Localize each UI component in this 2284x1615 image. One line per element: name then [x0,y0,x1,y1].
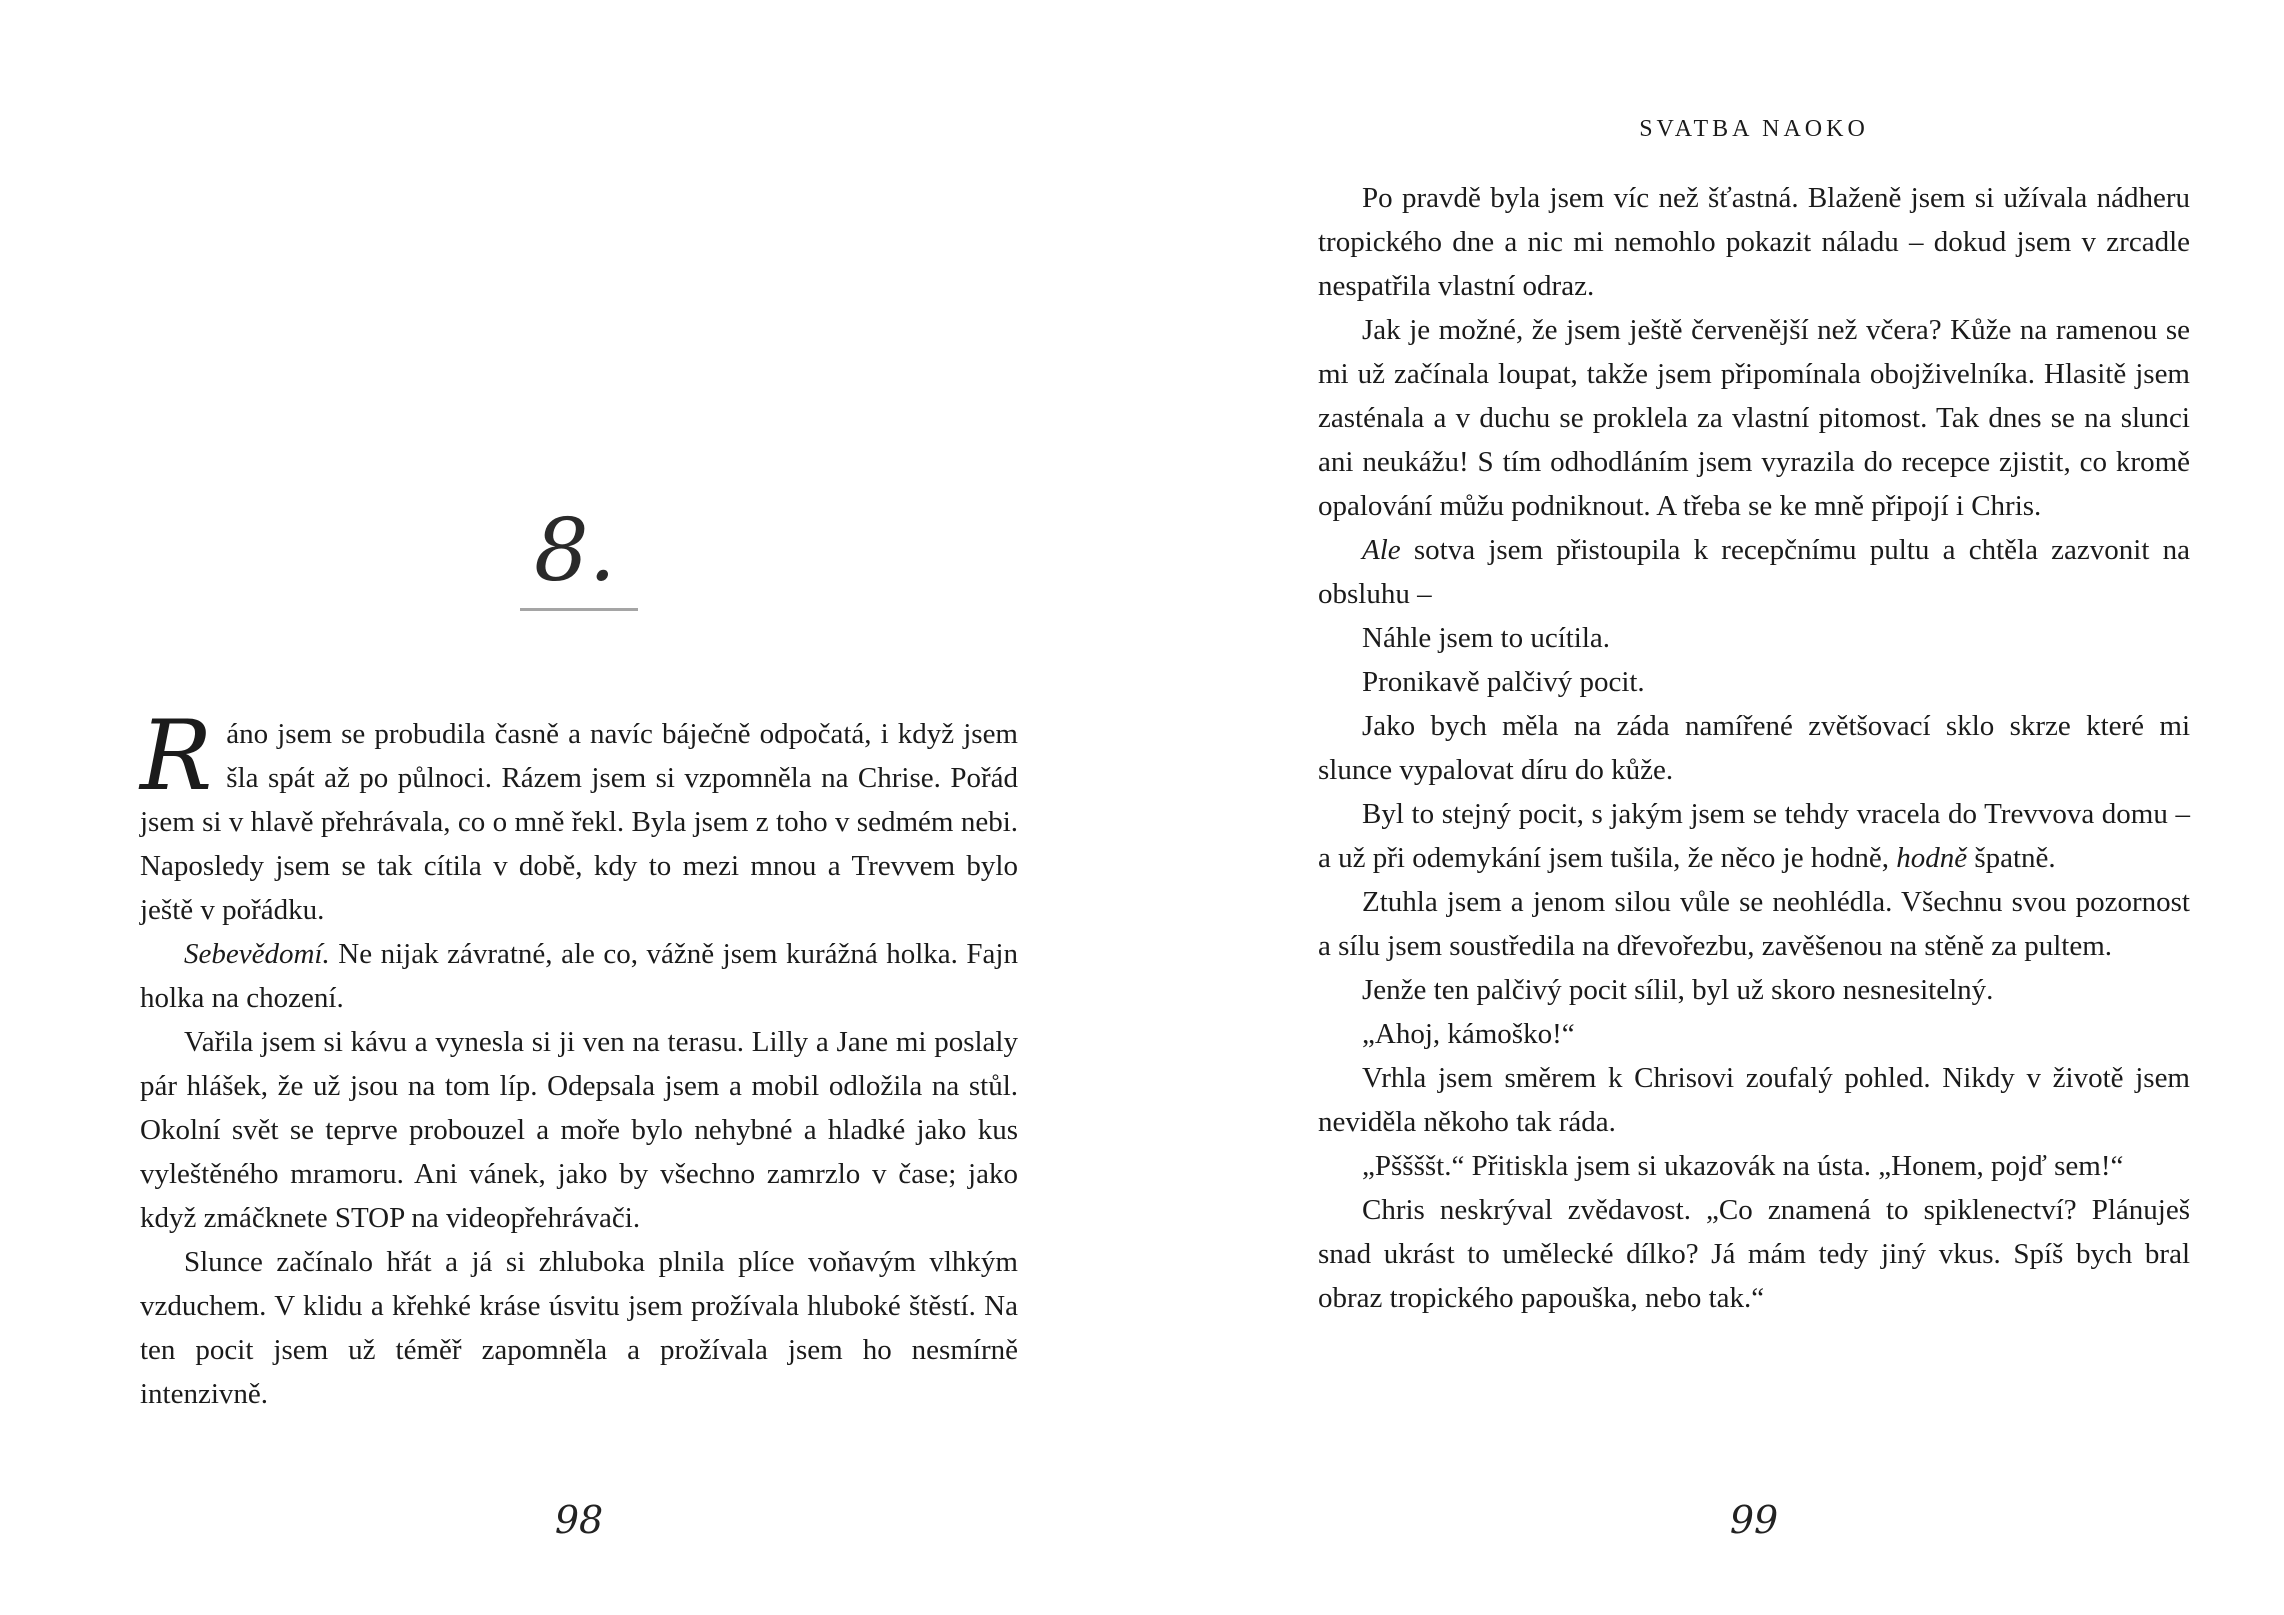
page-number-right: 99 [1729,1498,1779,1542]
paragraph [1318,1056,2190,1144]
text-run: „Ahoj, kámoško!“ [1362,1018,1575,1050]
chapter-number: 8. [520,508,638,611]
text-run: Jak je možné, že jsem ještě červenější než včera? Kůže na ramenou se mi už začínala loupat, takže jsem připomínala obojživelníka. Hlasitě jsem zasténala a v duchu se proklela za vlastní pitomost. Tak dnes se na slunci ani neukážu! S tím odhodláním jsem vyrazila do recepce zjistit, co kromě opalování můžu podniknout. A třeba se ke mně připojí i Chris. [1318,314,2190,522]
paragraph [1318,880,2190,968]
paragraph [1318,1188,2190,1320]
running-header: SVATBA NAOKO [1639,116,1869,142]
text-run: Po pravdě byla jsem víc než šťastná. Blaženě jsem si užívala nádheru tropického dne a nic mi nemohlo pokazit náladu – dokud jsem v zrcadle nespatřila vlastní odraz. [1318,182,2190,302]
chapter-heading [140,501,1018,611]
paragraph [1318,660,2190,704]
text-run: sotva jsem přistoupila k recepčnímu pultu a chtěla zazvonit na obsluhu – [1318,534,2190,610]
paragraph [1318,968,2190,1012]
text-run: Jako bych měla na záda namířené zvětšovací sklo skrze které mi slunce vypalovat díru do kůže. [1318,710,2190,786]
text-run: špatně. [1967,842,2056,874]
text-run: Ne nijak závratné, ale co, vážně jsem kurážná holka. Fajn holka na chození. [140,938,1018,1014]
text-run: Slunce začínalo hřát a já si zhluboka plnila plíce voňavým vlhkým vzduchem. V klidu a křehké kráse úsvitu jsem prožívala hluboké štěstí. Na ten pocit jsem už téměř zapomněla a prožívala jsem ho nesmírně intenzivně. [140,1246,1018,1410]
right-page-body [1318,176,2190,1320]
text-run: Pronikavě palčivý pocit. [1362,666,1645,698]
text-run: Sebevědomí. [184,938,330,970]
paragraph [1318,704,2190,792]
text-run: Vrhla jsem směrem k Chrisovi zoufalý pohled. Nikdy v životě jsem neviděla někoho tak ráda. [1318,1062,2190,1138]
paragraph [140,1240,1018,1416]
text-run: Náhle jsem to ucítila. [1362,622,1611,654]
text-run: Chris neskrýval zvědavost. „Co znamená to spiklenectví? Plánuješ snad ukrást to umělecké dílko? Já mám tedy jiný vkus. Spíš bych bral obraz tropického papouška, nebo tak.“ [1318,1194,2190,1314]
page-number-left: 98 [554,1498,604,1542]
paragraph [140,700,1018,932]
paragraph [1318,616,2190,660]
text-run: Byl to stejný pocit, s jakým jsem se tehdy vracela do Trevvova domu – a už při odemykání jsem tušila, že něco je hodně, [1318,798,2190,874]
text-run: Vařila jsem si kávu a vynesla si ji ven na terasu. Lilly a Jane mi poslaly pár hlášek, že už jsou na tom líp. Odepsala jsem a mobil odložila na stůl. Okolní svět se teprve probouzel a moře bylo nehybné a hladké jako kus vyleštěného mramoru. Ani vánek, jako by všechno zamrzlo v čase; jako když zmáčknete STOP na videopřehrávači. [140,1026,1018,1234]
paragraph [1318,176,2190,308]
text-run: Jenže ten palčivý pocit sílil, byl už skoro nesnesitelný. [1362,974,1994,1006]
text-run: Ale [1362,534,1401,566]
paragraph [140,1020,1018,1240]
left-page-body [140,700,1018,1416]
paragraph [1318,308,2190,528]
drop-cap: R [140,700,213,812]
text-run: Ztuhla jsem a jenom silou vůle se neohlédla. Všechnu svou pozornost a sílu jsem soustředila na dřevořezbu, zavěšenou na stěně za pultem. [1318,886,2190,962]
text-run: hodně [1896,842,1968,874]
text-run: áno jsem se probudila časně a navíc báječně odpočatá, i když jsem šla spát až po půlnoci. Rázem jsem si vzpomněla na Chrise. Pořád jsem si v hlavě přehrávala, co o mně řekl. Byla jsem z toho v sedmém nebi. Naposledy jsem se tak cítila v době, kdy to mezi mnou a Trevvem bylo ještě v pořádku. [140,718,1018,926]
text-run: „Pššššt.“ Přitiskla jsem si ukazovák na ústa. „Honem, pojď sem!“ [1362,1150,2124,1182]
paragraph [140,932,1018,1020]
paragraph [1318,792,2190,880]
paragraph [1318,1012,2190,1056]
paragraph [1318,1144,2190,1188]
paragraph [1318,528,2190,616]
